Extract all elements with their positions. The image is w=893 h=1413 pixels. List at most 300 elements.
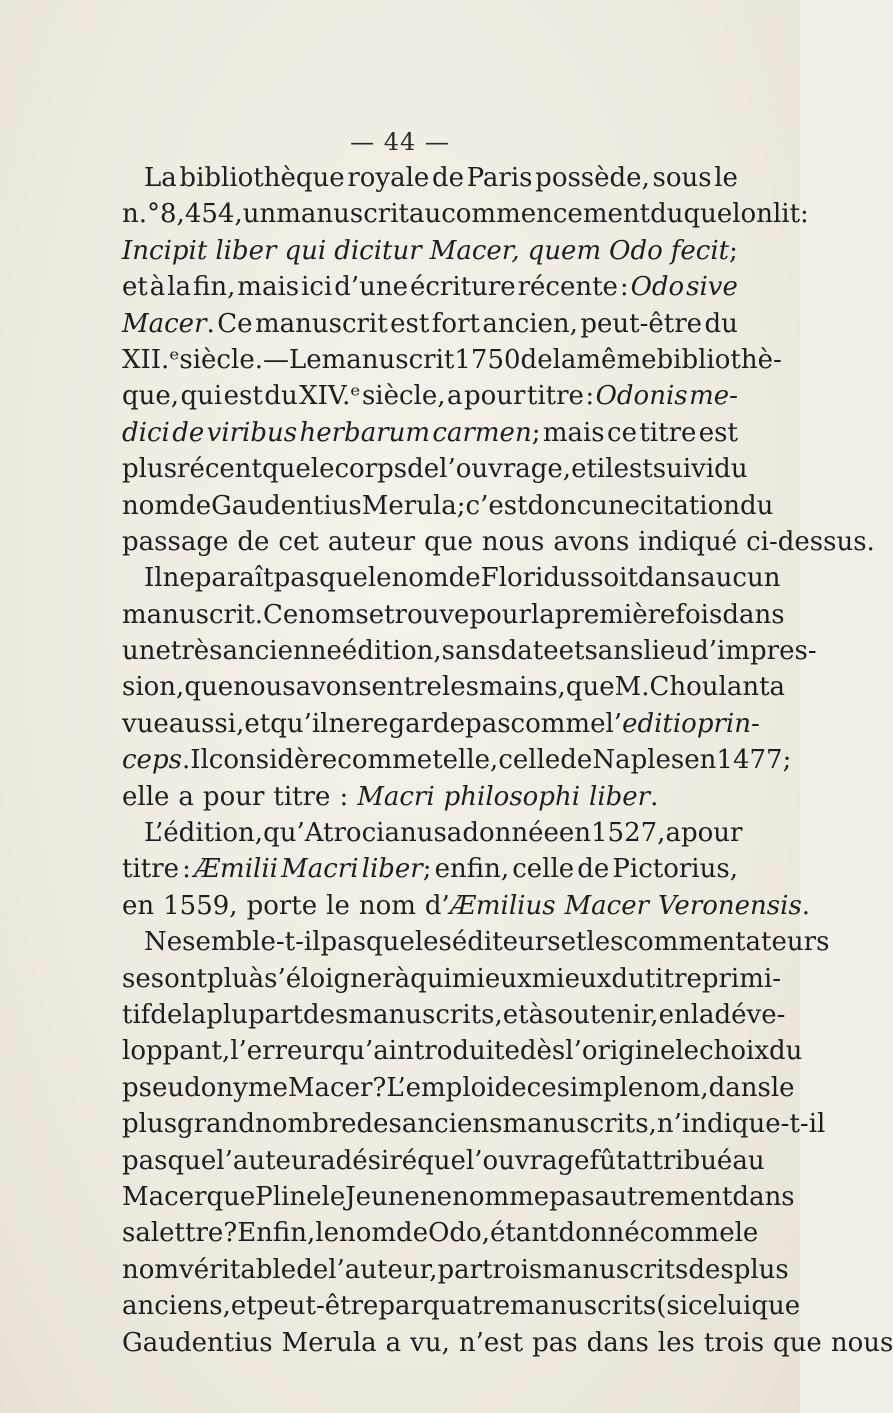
word: [559, 815, 591, 851]
word: [709, 1070, 771, 1106]
italic-text: liber: [361, 854, 423, 885]
word: [402, 1106, 503, 1142]
word: [224, 378, 263, 414]
text-segment: Ce: [263, 599, 299, 630]
word: [528, 233, 601, 269]
word: [657, 342, 782, 378]
text-line: [122, 1070, 795, 1106]
text-segment: sous: [652, 163, 712, 193]
word: [122, 706, 169, 742]
text-segment: sans: [441, 636, 501, 667]
text-segment: il: [596, 454, 614, 485]
text-segment: écriture: [409, 272, 516, 303]
word: [255, 1179, 321, 1215]
word: [686, 269, 738, 305]
word: [322, 342, 455, 378]
text-segment: attribué: [626, 1145, 733, 1176]
italic-text: Macer: [122, 308, 207, 339]
text-segment: du: [704, 308, 738, 339]
text-segment: Gaudentius: [122, 1327, 273, 1358]
text-segment: le: [326, 890, 350, 921]
word: [328, 706, 360, 742]
word: [684, 742, 716, 778]
text-segment: du: [611, 963, 645, 994]
text-segment: est: [698, 417, 738, 448]
text-segment: pas: [122, 1145, 168, 1176]
text-segment: Naples: [592, 745, 685, 776]
word: [553, 524, 629, 560]
word: [122, 1143, 168, 1179]
word: [571, 451, 597, 487]
text-segment: Jeune: [345, 1181, 420, 1212]
word: [151, 961, 207, 997]
text-segment: 1559,: [163, 890, 238, 921]
text-segment: que: [167, 1145, 217, 1176]
word: [122, 1252, 179, 1288]
word: [466, 1143, 590, 1179]
word: [503, 1106, 657, 1142]
text-line: [122, 415, 738, 451]
text-segment: désiré: [335, 1145, 418, 1176]
italic-text: quem: [527, 235, 602, 266]
text-segment: .: [650, 781, 659, 812]
word: [498, 742, 560, 778]
text-segment: nombre: [255, 1109, 357, 1140]
word: [773, 1325, 822, 1361]
word: [396, 1215, 428, 1251]
word: [263, 815, 447, 851]
text-segment: passage: [122, 526, 229, 557]
text-segment: pour: [463, 381, 526, 412]
text-segment: ancien,: [482, 308, 578, 339]
text-segment: loppant,: [122, 1036, 231, 1067]
text-segment: bibliothè-: [656, 344, 782, 375]
word: [359, 888, 416, 924]
text-segment: bibliothèque: [179, 163, 345, 193]
word: [462, 815, 559, 851]
text-segment: :: [339, 781, 349, 812]
word: [735, 1215, 759, 1251]
text-segment: Il: [190, 745, 209, 776]
text-segment: plu: [206, 963, 249, 994]
italic-text: Odo: [609, 235, 663, 266]
text-segment: comme: [510, 708, 606, 739]
text-line: [122, 597, 785, 633]
word: [203, 779, 264, 815]
text-segment: Il: [144, 563, 163, 594]
word: [675, 597, 722, 633]
text-segment: .: [801, 890, 811, 921]
word: [620, 269, 629, 305]
italic-text: Æmilius: [449, 890, 556, 921]
word: [407, 451, 439, 487]
word: [626, 1143, 732, 1179]
word: [410, 961, 452, 997]
text-line: [122, 451, 748, 487]
text-segment: Le: [288, 344, 322, 375]
word: [771, 1070, 795, 1106]
text-segment: ne: [162, 563, 195, 594]
italic-text: fecit: [670, 235, 730, 266]
word: [432, 415, 540, 451]
text-segment: Ce: [217, 308, 253, 339]
text-line: [122, 924, 830, 960]
text-segment: a: [446, 818, 463, 849]
italic-text: carmen: [432, 417, 532, 448]
word: [233, 669, 296, 705]
text-segment: sion,: [122, 672, 185, 703]
text-segment: les: [586, 927, 624, 958]
word: [425, 888, 556, 924]
text-segment: du: [769, 1036, 803, 1067]
word: [529, 997, 545, 1033]
word: [410, 269, 516, 305]
word: [535, 160, 650, 196]
word: [167, 269, 191, 305]
word: [675, 1033, 699, 1069]
word: [122, 1179, 207, 1215]
text-segment: quatre: [422, 1291, 511, 1322]
text-segment: donnée: [462, 818, 559, 849]
text-line: [122, 742, 792, 778]
word: [122, 488, 179, 524]
text-segment: ce: [607, 417, 637, 448]
word: [638, 524, 737, 560]
word: [334, 233, 421, 269]
word: [362, 378, 446, 414]
italic-text: Æmilii: [194, 854, 278, 885]
word: [282, 1325, 377, 1361]
word: [195, 560, 274, 596]
text-segment: titre: [273, 781, 331, 812]
word: [298, 597, 355, 633]
text-segment: que: [366, 927, 415, 958]
text-line: [122, 1033, 803, 1069]
text-segment: un: [242, 199, 277, 230]
word: [178, 779, 194, 815]
word: [361, 706, 465, 742]
word: [347, 160, 429, 196]
word: [607, 415, 637, 451]
word: [442, 633, 501, 669]
word: [150, 269, 166, 305]
word: [263, 342, 289, 378]
text-segment: récent: [177, 454, 263, 485]
text-segment: c’est: [465, 490, 528, 521]
word: [296, 669, 372, 705]
text-segment: Paris: [466, 163, 533, 193]
text-segment: l’ouvrage: [465, 1145, 590, 1176]
word: [122, 597, 263, 633]
text-segment: Floridus: [480, 563, 591, 594]
text-segment: manuscrits,: [348, 999, 503, 1030]
text-segment: et: [560, 927, 587, 958]
text-line: [122, 1215, 759, 1251]
word: [715, 997, 786, 1033]
text-segment: fût: [589, 1145, 627, 1176]
text-segment: édition,: [341, 636, 442, 667]
text-line: [122, 1143, 765, 1179]
text-segment: avons: [295, 672, 372, 703]
text-segment: soit: [590, 563, 638, 594]
word: [699, 1033, 769, 1069]
word: [216, 1143, 320, 1179]
word: [430, 233, 520, 269]
text-segment: lettre?: [150, 1218, 238, 1249]
word: [597, 451, 614, 487]
italic-text: Incipit: [122, 235, 208, 266]
text-segment: le: [734, 1218, 759, 1249]
text-segment: L’édition,: [144, 818, 264, 849]
text-segment: grand: [177, 1109, 256, 1140]
word: [190, 742, 209, 778]
text-segment: véritable: [179, 1254, 297, 1285]
text-segment: ;: [422, 854, 432, 885]
text-segment: de: [494, 1072, 527, 1103]
text-segment: pas: [532, 1327, 578, 1358]
word: [741, 196, 773, 232]
text-segment: M.: [614, 672, 650, 703]
word: [590, 560, 638, 596]
word: [444, 779, 580, 815]
text-segment: nomme: [452, 1181, 550, 1212]
text-segment: entre: [371, 672, 442, 703]
word: [449, 560, 481, 596]
word: [560, 742, 592, 778]
italic-text: Macri: [281, 854, 359, 885]
text-segment: l’auteur,: [328, 1254, 438, 1285]
text-segment: la: [690, 999, 715, 1030]
text-segment: les: [414, 927, 452, 958]
text-segment: tif: [122, 999, 151, 1030]
text-segment: (si: [656, 1291, 689, 1322]
text-line: [122, 488, 774, 524]
word: [122, 1325, 273, 1361]
word: [439, 451, 571, 487]
word: [691, 997, 715, 1033]
italic-text: liber: [215, 235, 277, 266]
text-segment: les: [657, 1327, 695, 1358]
word: [335, 451, 408, 487]
word: [464, 378, 525, 414]
text-segment: pas: [320, 927, 367, 958]
word: [773, 196, 800, 232]
text-line: [122, 524, 875, 560]
text-segment: aucun: [700, 563, 781, 594]
text-segment: le: [675, 1036, 700, 1067]
word: [623, 924, 829, 960]
text-segment: trois: [703, 1327, 765, 1358]
word: [652, 160, 711, 196]
text-segment: mais: [542, 417, 605, 448]
text-segment: XII.ᵉ: [122, 344, 180, 375]
text-segment: mieux: [531, 963, 612, 994]
text-segment: que: [206, 1181, 256, 1212]
text-segment: dès: [519, 1036, 566, 1067]
word: [337, 742, 432, 778]
text-segment: l’erreur: [230, 1036, 332, 1067]
word: [378, 1288, 423, 1324]
word: [184, 669, 233, 705]
text-segment: considère: [208, 745, 338, 776]
text-segment: le: [315, 1218, 339, 1249]
italic-text: Macer,: [429, 235, 520, 266]
word: [237, 269, 299, 305]
text-segment: :: [800, 199, 809, 230]
text-segment: elle: [122, 781, 170, 812]
word: [611, 961, 644, 997]
text-segment: ;: [729, 235, 738, 266]
text-segment: le: [321, 1181, 346, 1212]
text-segment: dans: [586, 1327, 649, 1358]
word: [357, 1106, 402, 1142]
text-segment: du: [714, 454, 748, 485]
word: [553, 342, 577, 378]
word: [653, 451, 714, 487]
word: [589, 779, 658, 815]
text-segment: nom: [391, 563, 449, 594]
text-segment: des: [302, 999, 349, 1030]
word: [746, 524, 875, 560]
italic-text: viribus: [206, 417, 298, 448]
text-segment: ancienne: [222, 636, 342, 667]
text-segment: comme: [337, 745, 433, 776]
text-segment: du: [264, 381, 298, 412]
text-segment: nom: [298, 599, 356, 630]
word: [831, 1325, 893, 1361]
word: [243, 196, 277, 232]
text-segment: de: [577, 854, 610, 885]
text-line: [122, 196, 809, 232]
word: [342, 633, 442, 669]
word: [518, 269, 618, 305]
text-segment: Ne: [144, 927, 183, 958]
text-segment: pseudonyme: [122, 1072, 288, 1103]
text-segment: telle,: [432, 745, 499, 776]
text-segment: l’origine: [565, 1036, 676, 1067]
word: [207, 415, 297, 451]
text-segment: l’auteur: [216, 1145, 321, 1176]
text-segment: trois: [482, 1254, 543, 1285]
word: [274, 560, 320, 596]
word: [532, 961, 612, 997]
text-segment: de: [520, 344, 553, 375]
word: [596, 378, 688, 414]
word: [122, 1106, 177, 1142]
word: [122, 524, 228, 560]
text-segment: mais: [237, 272, 300, 303]
text-segment: titre: [122, 854, 180, 885]
word: [264, 961, 394, 997]
text-segment: dans: [722, 599, 785, 630]
word: [722, 597, 784, 633]
word: [339, 779, 348, 815]
text-segment: l’: [605, 708, 623, 739]
text-segment: même: [576, 344, 657, 375]
text-segment: le: [310, 454, 335, 485]
text-segment: indiqué: [638, 526, 738, 557]
text-segment: introduite: [388, 1036, 520, 1067]
text-segment: les: [441, 672, 479, 703]
word: [296, 1252, 328, 1288]
word: [211, 488, 362, 524]
word: [237, 1215, 315, 1251]
body-text: [122, 160, 893, 1361]
word: [609, 233, 663, 269]
text-segment: manuscrits: [542, 1254, 689, 1285]
italic-text: Odonis: [595, 381, 688, 412]
word: [322, 1179, 346, 1215]
word: [179, 160, 344, 196]
word: [770, 669, 786, 705]
text-segment: lieu: [643, 636, 693, 667]
word: [409, 196, 441, 232]
word: [734, 1252, 789, 1288]
word: [447, 378, 463, 414]
text-segment: 8,454,: [160, 199, 243, 230]
text-line: [122, 342, 782, 378]
text-segment: paraît: [194, 563, 274, 594]
text-segment: XIV.ᵉ: [299, 381, 361, 412]
text-line: [122, 888, 811, 924]
word: [150, 997, 182, 1033]
word: [595, 1179, 733, 1215]
text-segment: que: [319, 563, 368, 594]
text-segment: Odo,: [428, 1218, 490, 1249]
text-line: [122, 997, 786, 1033]
word: [231, 1288, 257, 1324]
word: [249, 961, 265, 997]
text-segment: s’éloigner: [264, 963, 395, 994]
word: [345, 1179, 420, 1215]
word: [177, 1106, 255, 1142]
word: [160, 196, 243, 232]
word: [521, 342, 553, 378]
text-segment: Macer: [122, 1181, 207, 1212]
italic-text: ceps: [122, 745, 182, 776]
text-segment: avons: [553, 526, 630, 557]
text-segment: des: [356, 1109, 402, 1140]
text-segment: ne: [328, 708, 361, 739]
text-segment: n.°: [122, 199, 161, 230]
word: [223, 633, 342, 669]
word: [336, 1143, 418, 1179]
word: [452, 924, 561, 960]
text-segment: titre: [639, 417, 697, 448]
word: [122, 742, 190, 778]
word: [262, 451, 311, 487]
text-segment: ;: [531, 417, 541, 448]
text-segment: éditeurs: [451, 927, 561, 958]
word: [428, 1215, 490, 1251]
word: [122, 1033, 230, 1069]
text-line: [122, 269, 738, 305]
text-segment: choix: [699, 1036, 770, 1067]
text-segment: de: [431, 163, 464, 193]
word: [172, 415, 204, 451]
word: [639, 415, 696, 451]
text-segment: qui: [410, 963, 452, 994]
word: [432, 306, 480, 342]
word: [469, 597, 530, 633]
word: [206, 997, 303, 1033]
word: [656, 1288, 688, 1324]
text-segment: dans: [637, 563, 701, 594]
text-line: [122, 560, 781, 596]
word: [366, 924, 415, 960]
italic-text: dici: [122, 417, 170, 448]
word: [257, 1288, 379, 1324]
